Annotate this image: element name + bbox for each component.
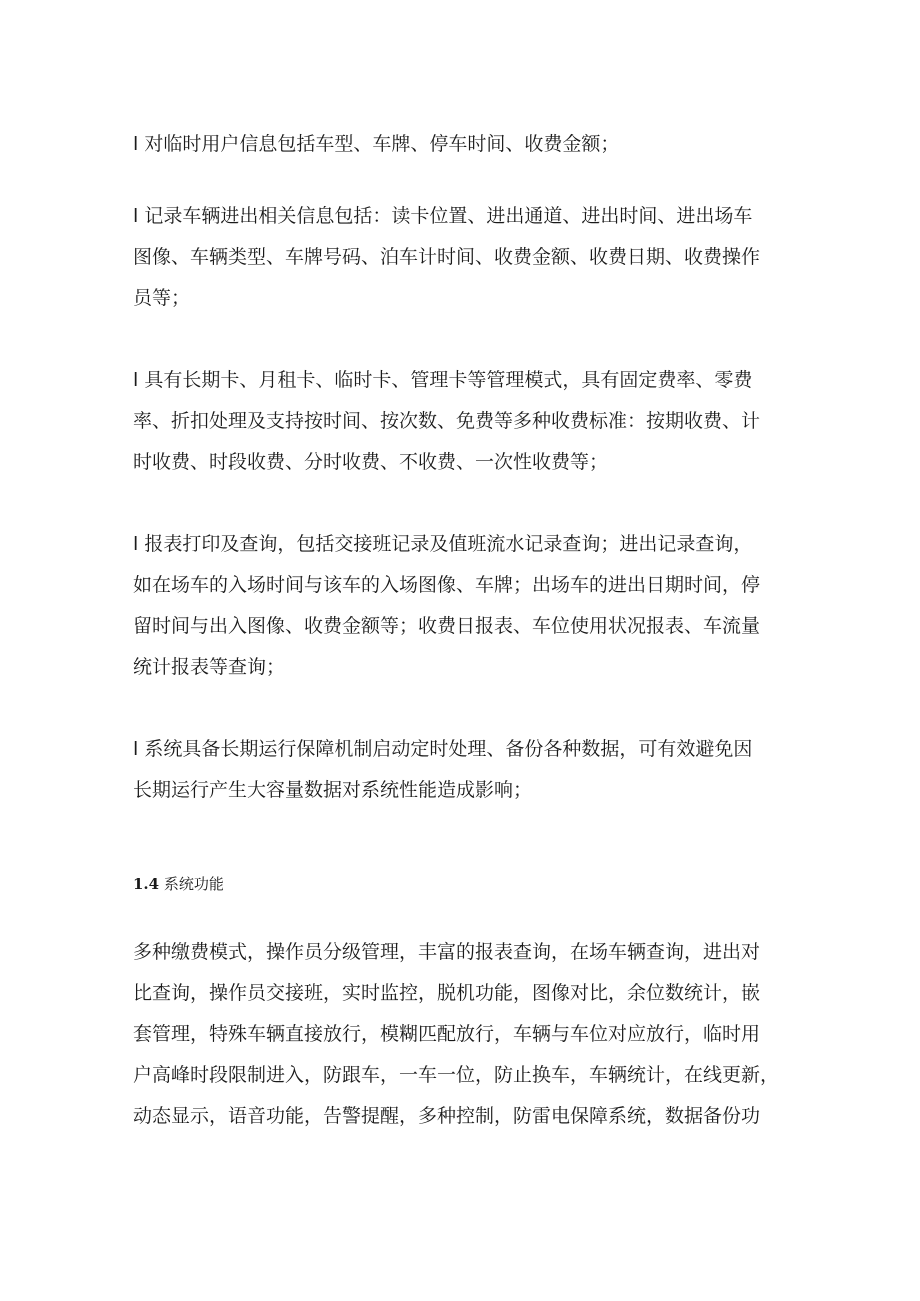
text-line: 长期运行产生大容量数据对系统性能造成影响； bbox=[133, 779, 533, 801]
section-number: 1.4 bbox=[133, 875, 160, 893]
bullet-item-long-term-operation bbox=[133, 729, 803, 811]
bullet-item-report-printing bbox=[133, 524, 803, 688]
text-line: 多种缴费模式，操作员分级管理，丰富的报表查询，在场车辆查询，进出对 bbox=[133, 941, 761, 963]
text-line: 动态显示，语音功能，告警提醒，多种控制，防雷电保障系统，数据备份功 bbox=[133, 1105, 761, 1127]
text-line: 统计报表等查询； bbox=[133, 656, 286, 678]
text-line: 员等； bbox=[133, 287, 191, 309]
bullet-item-vehicle-records bbox=[133, 196, 803, 319]
text-line: 率、折扣处理及支持按时间、按次数、免费等多种收费标准：按期收费、计 bbox=[133, 410, 761, 432]
text-line: 户高峰时段限制进入，防跟车，一车一位，防止换车，车辆统计，在线更新， bbox=[133, 1064, 780, 1086]
bullet-item-card-modes bbox=[133, 360, 803, 483]
system-functions-paragraph bbox=[133, 932, 803, 1137]
text-line: 套管理，特殊车辆直接放行，模糊匹配放行，车辆与车位对应放行，临时用 bbox=[133, 1023, 761, 1045]
text-line: l 报表打印及查询，包括交接班记录及值班流水记录查询；进出记录查询， bbox=[133, 533, 753, 555]
section-heading bbox=[133, 872, 224, 896]
text-line: l 具有长期卡、月租卡、临时卡、管理卡等管理模式，具有固定费率、零费 bbox=[133, 369, 753, 391]
text-line: l 对临时用户信息包括车型、车牌、停车时间、收费金额； bbox=[133, 133, 620, 155]
section-title: 系统功能 bbox=[163, 875, 224, 893]
text-line: 时收费、时段收费、分时收费、不收费、一次性收费等； bbox=[133, 451, 609, 473]
text-line: 比查询，操作员交接班，实时监控，脱机功能，图像对比，余位数统计，嵌 bbox=[133, 982, 761, 1004]
bullet-item-temp-user-info bbox=[133, 124, 803, 165]
text-line: l 记录车辆进出相关信息包括：读卡位置、进出通道、进出时间、进出场车 bbox=[133, 205, 753, 227]
text-line: l 系统具备长期运行保障机制启动定时处理、备份各种数据，可有效避免因 bbox=[133, 738, 753, 760]
text-line: 留时间与出入图像、收费金额等；收费日报表、车位使用状况报表、车流量 bbox=[133, 615, 761, 637]
text-line: 图像、车辆类型、车牌号码、泊车计时间、收费金额、收费日期、收费操作 bbox=[133, 246, 761, 268]
text-line: 如在场车的入场时间与该车的入场图像、车牌；出场车的进出日期时间，停 bbox=[133, 574, 761, 596]
